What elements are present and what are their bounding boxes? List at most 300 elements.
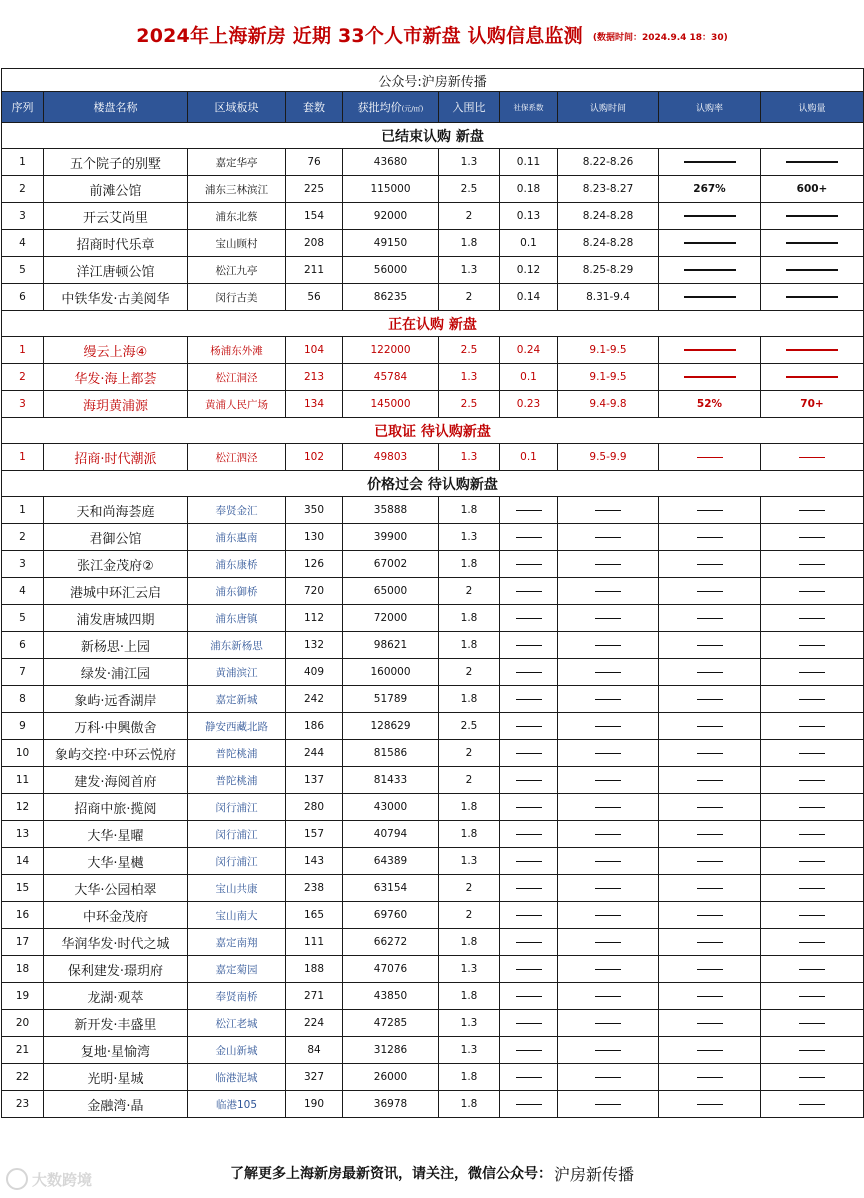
col-header-volume: 认购量 — [761, 92, 864, 123]
row-project-name: 海玥黄浦源 — [44, 391, 188, 418]
table-row — [2, 1010, 864, 1037]
row-volume — [761, 1091, 864, 1118]
row-rate — [659, 632, 761, 659]
empty-dash — [595, 699, 621, 700]
row-units: 137 — [286, 767, 343, 794]
row-price: 36978 — [343, 1091, 439, 1118]
table-row — [2, 176, 864, 203]
empty-dash — [799, 1104, 825, 1105]
row-area: 嘉定华亭 — [188, 149, 286, 176]
row-project-name: 招商中旅·揽阅 — [44, 794, 188, 821]
watermark — [6, 1168, 92, 1190]
row-project-name: 港城中环汇云启 — [44, 578, 188, 605]
row-volume — [761, 337, 864, 364]
row-coef — [500, 632, 558, 659]
row-volume — [761, 983, 864, 1010]
row-volume — [761, 257, 864, 284]
empty-dash — [697, 942, 723, 943]
section-header-priced — [2, 471, 864, 497]
row-coef: 0.23 — [500, 391, 558, 418]
empty-dash — [799, 457, 825, 458]
row-price: 51789 — [343, 686, 439, 713]
row-area: 普陀桃浦 — [188, 740, 286, 767]
table-row — [2, 524, 864, 551]
row-ratio: 1.8 — [439, 230, 500, 257]
empty-dash — [516, 807, 542, 808]
row-coef — [500, 821, 558, 848]
row-units: 213 — [286, 364, 343, 391]
row-ratio: 2 — [439, 284, 500, 311]
row-no: 1 — [2, 149, 44, 176]
empty-dash — [799, 591, 825, 592]
row-time: 9.1-9.5 — [558, 337, 659, 364]
empty-dash — [786, 376, 838, 378]
row-coef — [500, 1064, 558, 1091]
row-project-name: 复地·星愉湾 — [44, 1037, 188, 1064]
empty-dash — [799, 807, 825, 808]
table-row — [2, 230, 864, 257]
row-rate — [659, 983, 761, 1010]
row-time — [558, 632, 659, 659]
row-volume — [761, 875, 864, 902]
table-row — [2, 149, 864, 176]
empty-dash — [684, 161, 736, 163]
row-units: 130 — [286, 524, 343, 551]
row-units: 143 — [286, 848, 343, 875]
empty-dash — [516, 969, 542, 970]
empty-dash — [697, 564, 723, 565]
row-rate — [659, 956, 761, 983]
empty-dash — [697, 888, 723, 889]
row-units: 238 — [286, 875, 343, 902]
empty-dash — [595, 915, 621, 916]
row-units: 84 — [286, 1037, 343, 1064]
row-price: 49150 — [343, 230, 439, 257]
row-ratio: 1.3 — [439, 524, 500, 551]
empty-dash — [799, 1023, 825, 1024]
row-time — [558, 902, 659, 929]
row-area: 宝山南大 — [188, 902, 286, 929]
empty-dash — [595, 1023, 621, 1024]
row-time — [558, 524, 659, 551]
row-coef: 0.1 — [500, 364, 558, 391]
empty-dash — [595, 1050, 621, 1051]
row-project-name: 招商·时代潮派 — [44, 444, 188, 471]
footer-text: 了解更多上海新房最新资讯，请关注，微信公众号： — [229, 1166, 552, 1182]
row-volume — [761, 1010, 864, 1037]
row-units: 102 — [286, 444, 343, 471]
row-time — [558, 497, 659, 524]
table-row — [2, 578, 864, 605]
row-ratio: 2 — [439, 875, 500, 902]
row-rate — [659, 551, 761, 578]
table-row — [2, 444, 864, 471]
row-rate — [659, 364, 761, 391]
row-no: 21 — [2, 1037, 44, 1064]
empty-dash — [799, 510, 825, 511]
row-area: 普陀桃浦 — [188, 767, 286, 794]
empty-dash — [697, 1104, 723, 1105]
row-time: 8.31-9.4 — [558, 284, 659, 311]
empty-dash — [595, 780, 621, 781]
empty-dash — [697, 645, 723, 646]
row-no: 7 — [2, 659, 44, 686]
row-volume — [761, 848, 864, 875]
data-time-note: (数据时间：2024.9.4 18：30) — [592, 32, 728, 43]
row-coef — [500, 740, 558, 767]
row-no: 2 — [2, 524, 44, 551]
row-coef: 0.1 — [500, 230, 558, 257]
watermark-text: 大数跨境 — [32, 1170, 93, 1189]
row-volume — [761, 821, 864, 848]
row-rate — [659, 902, 761, 929]
row-volume — [761, 929, 864, 956]
empty-dash — [799, 564, 825, 565]
row-time — [558, 1010, 659, 1037]
empty-dash — [595, 510, 621, 511]
empty-dash — [799, 537, 825, 538]
row-volume — [761, 605, 864, 632]
empty-dash — [697, 726, 723, 727]
empty-dash — [516, 915, 542, 916]
row-time — [558, 875, 659, 902]
row-price: 65000 — [343, 578, 439, 605]
row-project-name: 缦云上海④ — [44, 337, 188, 364]
row-project-name: 五个院子的别墅 — [44, 149, 188, 176]
empty-dash — [697, 780, 723, 781]
row-time — [558, 821, 659, 848]
row-area: 临港泥城 — [188, 1064, 286, 1091]
row-area: 浦东北蔡 — [188, 203, 286, 230]
row-coef — [500, 848, 558, 875]
empty-dash — [595, 996, 621, 997]
row-price: 43680 — [343, 149, 439, 176]
empty-dash — [697, 969, 723, 970]
row-rate — [659, 821, 761, 848]
row-coef: 0.11 — [500, 149, 558, 176]
empty-dash — [799, 1077, 825, 1078]
row-coef — [500, 497, 558, 524]
row-no: 6 — [2, 284, 44, 311]
table-row — [2, 821, 864, 848]
empty-dash — [697, 510, 723, 511]
row-project-name: 君御公馆 — [44, 524, 188, 551]
empty-dash — [595, 861, 621, 862]
row-area: 临港105 — [188, 1091, 286, 1118]
empty-dash — [684, 242, 736, 244]
row-ratio: 2.5 — [439, 337, 500, 364]
row-ratio: 1.8 — [439, 794, 500, 821]
row-ratio: 1.3 — [439, 257, 500, 284]
empty-dash — [516, 1023, 542, 1024]
row-rate — [659, 203, 761, 230]
row-ratio: 1.8 — [439, 551, 500, 578]
empty-dash — [516, 834, 542, 835]
col-header-rate: 认购率 — [659, 92, 761, 123]
row-rate — [659, 848, 761, 875]
wechat-account-line: 公众号:沪房新传播 — [2, 69, 864, 92]
empty-dash — [697, 915, 723, 916]
empty-dash — [697, 457, 723, 458]
row-rate — [659, 257, 761, 284]
monitor-table — [1, 68, 864, 1118]
section-title: 价格过会 待认购新盘 — [2, 471, 864, 497]
row-price: 45784 — [343, 364, 439, 391]
row-price: 47076 — [343, 956, 439, 983]
row-volume — [761, 902, 864, 929]
row-project-name: 前滩公馆 — [44, 176, 188, 203]
row-time — [558, 686, 659, 713]
row-project-name: 招商时代乐章 — [44, 230, 188, 257]
row-area: 闵行古美 — [188, 284, 286, 311]
row-price: 145000 — [343, 391, 439, 418]
row-rate — [659, 713, 761, 740]
row-rate — [659, 1037, 761, 1064]
row-volume — [761, 1064, 864, 1091]
table-row — [2, 794, 864, 821]
row-volume — [761, 551, 864, 578]
row-coef — [500, 1010, 558, 1037]
row-ratio: 1.8 — [439, 983, 500, 1010]
empty-dash — [697, 1050, 723, 1051]
row-rate — [659, 149, 761, 176]
row-no: 5 — [2, 605, 44, 632]
row-project-name: 新开发·丰盛里 — [44, 1010, 188, 1037]
row-area: 嘉定南翔 — [188, 929, 286, 956]
empty-dash — [516, 564, 542, 565]
empty-dash — [516, 672, 542, 673]
row-no: 18 — [2, 956, 44, 983]
empty-dash — [516, 726, 542, 727]
row-coef: 0.24 — [500, 337, 558, 364]
row-price: 40794 — [343, 821, 439, 848]
empty-dash — [684, 269, 736, 271]
row-time — [558, 740, 659, 767]
row-volume — [761, 444, 864, 471]
col-header-area: 区域板块 — [188, 92, 286, 123]
row-volume — [761, 497, 864, 524]
row-volume — [761, 794, 864, 821]
row-units: 190 — [286, 1091, 343, 1118]
row-rate — [659, 605, 761, 632]
row-volume — [761, 364, 864, 391]
row-volume — [761, 284, 864, 311]
row-volume — [761, 956, 864, 983]
row-price: 35888 — [343, 497, 439, 524]
row-coef — [500, 1037, 558, 1064]
row-no: 16 — [2, 902, 44, 929]
table-row — [2, 284, 864, 311]
row-coef — [500, 929, 558, 956]
row-time: 9.4-9.8 — [558, 391, 659, 418]
empty-dash — [799, 1050, 825, 1051]
row-units: 165 — [286, 902, 343, 929]
empty-dash — [799, 996, 825, 997]
row-price: 92000 — [343, 203, 439, 230]
row-units: 76 — [286, 149, 343, 176]
row-coef — [500, 1091, 558, 1118]
row-price: 47285 — [343, 1010, 439, 1037]
empty-dash — [595, 942, 621, 943]
row-price: 160000 — [343, 659, 439, 686]
row-units: 720 — [286, 578, 343, 605]
row-area: 黄浦人民广场 — [188, 391, 286, 418]
empty-dash — [595, 726, 621, 727]
row-rate — [659, 1091, 761, 1118]
row-time: 8.25-8.29 — [558, 257, 659, 284]
empty-dash — [516, 1077, 542, 1078]
row-coef — [500, 713, 558, 740]
row-rate — [659, 337, 761, 364]
col-header-ratio: 入围比 — [439, 92, 500, 123]
row-units: 188 — [286, 956, 343, 983]
col-header-price — [343, 92, 439, 123]
row-units: 244 — [286, 740, 343, 767]
row-project-name: 张江金茂府② — [44, 551, 188, 578]
row-ratio: 2 — [439, 767, 500, 794]
row-area: 静安西藏北路 — [188, 713, 286, 740]
table-row — [2, 364, 864, 391]
row-ratio: 2.5 — [439, 391, 500, 418]
empty-dash — [697, 996, 723, 997]
empty-dash — [799, 618, 825, 619]
empty-dash — [516, 537, 542, 538]
empty-dash — [786, 161, 838, 163]
row-price: 26000 — [343, 1064, 439, 1091]
row-time: 9.1-9.5 — [558, 364, 659, 391]
table-row — [2, 1064, 864, 1091]
row-rate: 267% — [659, 176, 761, 203]
row-project-name: 华润华发·时代之城 — [44, 929, 188, 956]
row-project-name: 象屿·远香湖岸 — [44, 686, 188, 713]
row-no: 11 — [2, 767, 44, 794]
row-coef — [500, 524, 558, 551]
row-units: 242 — [286, 686, 343, 713]
empty-dash — [595, 969, 621, 970]
section-title: 已取证 待认购新盘 — [2, 418, 864, 444]
row-project-name: 大华·星樾 — [44, 848, 188, 875]
table-row — [2, 1037, 864, 1064]
empty-dash — [799, 699, 825, 700]
row-rate — [659, 875, 761, 902]
row-units: 211 — [286, 257, 343, 284]
row-no: 3 — [2, 551, 44, 578]
row-no: 2 — [2, 364, 44, 391]
row-price: 43850 — [343, 983, 439, 1010]
row-no: 20 — [2, 1010, 44, 1037]
empty-dash — [697, 699, 723, 700]
row-no: 3 — [2, 391, 44, 418]
table-row — [2, 337, 864, 364]
row-area: 浦东唐镇 — [188, 605, 286, 632]
row-price: 64389 — [343, 848, 439, 875]
empty-dash — [697, 1023, 723, 1024]
row-no: 12 — [2, 794, 44, 821]
row-area: 金山新城 — [188, 1037, 286, 1064]
row-time: 8.23-8.27 — [558, 176, 659, 203]
row-project-name: 大华·星曜 — [44, 821, 188, 848]
row-time — [558, 929, 659, 956]
empty-dash — [684, 376, 736, 378]
empty-dash — [799, 780, 825, 781]
row-project-name: 金融湾·晶 — [44, 1091, 188, 1118]
row-no: 19 — [2, 983, 44, 1010]
col-header-name: 楼盘名称 — [44, 92, 188, 123]
row-rate — [659, 686, 761, 713]
row-rate — [659, 230, 761, 257]
row-units: 104 — [286, 337, 343, 364]
table-row — [2, 659, 864, 686]
row-volume — [761, 740, 864, 767]
section-title: 正在认购 新盘 — [2, 311, 864, 337]
row-no: 14 — [2, 848, 44, 875]
row-time — [558, 956, 659, 983]
row-price: 86235 — [343, 284, 439, 311]
row-rate — [659, 497, 761, 524]
empty-dash — [684, 296, 736, 298]
table-row — [2, 203, 864, 230]
empty-dash — [799, 969, 825, 970]
empty-dash — [516, 888, 542, 889]
row-units: 225 — [286, 176, 343, 203]
table-row — [2, 632, 864, 659]
row-price: 67002 — [343, 551, 439, 578]
section-title: 已结束认购 新盘 — [2, 123, 864, 149]
empty-dash — [516, 510, 542, 511]
row-volume — [761, 632, 864, 659]
row-area: 闵行浦江 — [188, 794, 286, 821]
empty-dash — [786, 349, 838, 351]
row-rate — [659, 794, 761, 821]
row-project-name: 光明·星城 — [44, 1064, 188, 1091]
row-time: 8.22-8.26 — [558, 149, 659, 176]
row-units: 327 — [286, 1064, 343, 1091]
row-project-name: 保利建发·璟玥府 — [44, 956, 188, 983]
table-row — [2, 391, 864, 418]
row-coef — [500, 605, 558, 632]
row-area: 浦东御桥 — [188, 578, 286, 605]
col-header-price-unit: (元/㎡) — [401, 105, 424, 113]
row-price: 81586 — [343, 740, 439, 767]
row-ratio: 2 — [439, 203, 500, 230]
row-rate — [659, 444, 761, 471]
row-coef — [500, 983, 558, 1010]
empty-dash — [799, 834, 825, 835]
row-volume — [761, 203, 864, 230]
row-units: 126 — [286, 551, 343, 578]
empty-dash — [516, 861, 542, 862]
empty-dash — [595, 807, 621, 808]
empty-dash — [697, 618, 723, 619]
empty-dash — [595, 591, 621, 592]
col-header-units: 套数 — [286, 92, 343, 123]
empty-dash — [786, 269, 838, 271]
col-header-no: 序列 — [2, 92, 44, 123]
row-volume: 70+ — [761, 391, 864, 418]
row-area: 宝山顾村 — [188, 230, 286, 257]
row-ratio: 1.3 — [439, 444, 500, 471]
footer-account: 沪房新传播 — [553, 1164, 634, 1184]
empty-dash — [516, 996, 542, 997]
row-units: 134 — [286, 391, 343, 418]
table-row — [2, 983, 864, 1010]
row-price: 39900 — [343, 524, 439, 551]
row-rate — [659, 1010, 761, 1037]
row-no: 2 — [2, 176, 44, 203]
row-coef — [500, 794, 558, 821]
row-price: 69760 — [343, 902, 439, 929]
row-coef — [500, 956, 558, 983]
